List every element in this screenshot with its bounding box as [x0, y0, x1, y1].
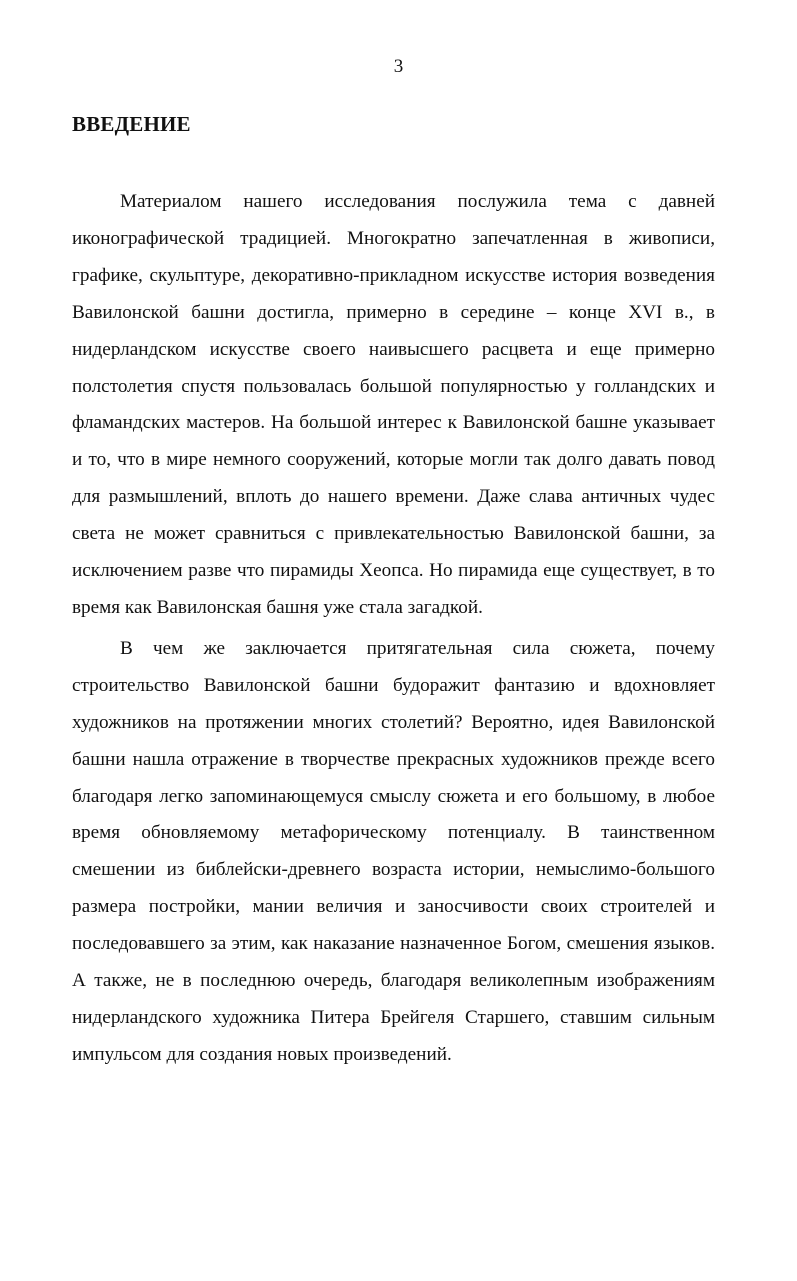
body-text — [72, 184, 715, 1078]
page-number: 3 — [393, 56, 404, 77]
paragraph-1: Материалом нашего исследования послужила тема с давней иконографической традицией. Многократно запечатленная в живописи, графике, скульптуре, декоративно-прикладном искусстве история возведения Вавилонской башни достигла, примерно в середине – конце XVI в., в нидерландском искусстве своего наивысшего расцвета и еще примерно полстолетия спустя пользовалась большой популярностью у голландских и фламандских мастеров. На большой интерес к Вавилонской башне указывает и то, что в мире немного сооружений, которые могли так долго давать повод для размышлений, вплоть до нашего времени. Даже слава античных чудес света не может сравниться с привлекательностью Вавилонской башни, за исключением разве что пирамиды Хеопса. Но пирамида еще существует, в то время как Вавилонская башня уже стала загадкой. — [72, 191, 715, 618]
section-heading: ВВЕДЕНИЕ — [72, 112, 191, 136]
paragraph-2: В чем же заключается притягательная сила сюжета, почему строительство Вавилонской башни будоражит фантазию и вдохновляет художников на протяжении многих столетий? Вероятно, идея Вавилонской башни нашла отражение в творчестве прекрасных художников прежде всего благодаря легко запоминающемуся смыслу сюжета и его большому, в любое время обновляемому метафорическому потенциалу. В таинственном смешении из библейски-древнего возраста истории, немыслимо-большого размера постройки, мании величия и заносчивости своих строителей и последовавшего за этим, как наказание назначенное Богом, смешения языков. А также, не в последнюю очередь, благодаря великолепным изображениям нидерландского художника Питера Брейгеля Старшего, ставшим сильным импульсом для создания новых произведений. — [72, 637, 715, 1065]
